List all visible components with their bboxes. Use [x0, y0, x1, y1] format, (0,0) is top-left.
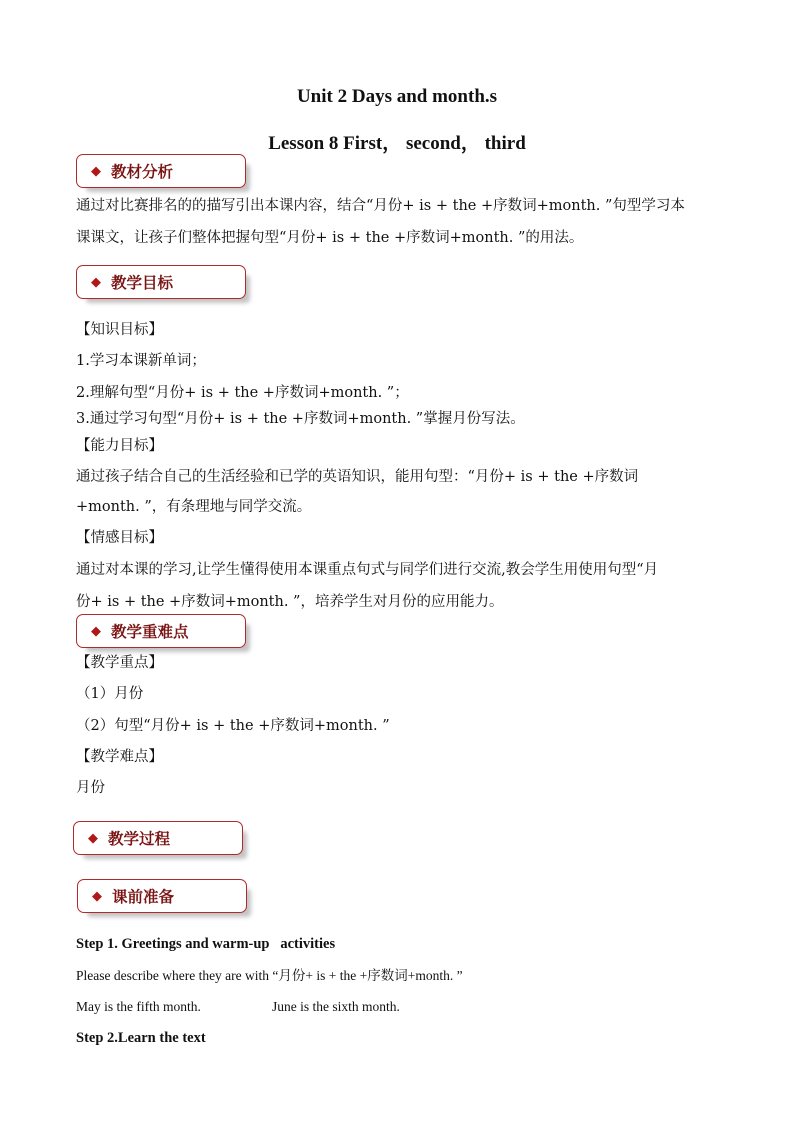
knowledge-item: 2.理解句型“月份+ is + the +序数词+month. ”； [76, 385, 409, 401]
analysis-text: 课课文，让孩子们整体把握句型“月份+ is + the +序数词+month. ”的用法。 [76, 230, 584, 246]
emotion-text: 份+ is + the +序数词+month. ”，培养学生对月份的应用能力。 [76, 594, 504, 610]
section-label: 教材分析 [111, 162, 174, 181]
focus-heading: 【教学重点】 [76, 655, 163, 671]
diamond-icon: ◆ [88, 830, 98, 846]
diamond-icon: ◆ [91, 274, 101, 290]
knowledge-heading: 【知识目标】 [76, 322, 163, 338]
step1-text: Please describe where they are with “月份+ is + the +序数词+month. ” [76, 968, 463, 983]
section-header-process [73, 821, 243, 855]
analysis-text: 通过对比赛排名的的描写引出本课内容，结合“月份+ is + the +序数词+month. ”句型学习本 [76, 198, 685, 214]
section-label: 课前准备 [112, 887, 175, 906]
knowledge-item: 3.通过学习句型“月份+ is + the +序数词+month. ”掌握月份写法。 [76, 411, 525, 427]
section-label: 教学过程 [108, 829, 171, 848]
emotion-heading: 【情感目标】 [76, 530, 163, 546]
difficulty-item: 月份 [76, 780, 105, 796]
section-label: 教学重难点 [111, 622, 189, 641]
section-header-prep [77, 879, 247, 913]
difficulty-heading: 【教学难点】 [76, 749, 163, 765]
section-header-analysis [76, 154, 246, 188]
section-header-objectives [76, 265, 246, 299]
section-label: 教学目标 [111, 273, 174, 292]
step1-example: May is the fifth month. [76, 999, 201, 1014]
step2-title: Step 2.Learn the text [76, 1030, 206, 1046]
ability-text: 通过孩子结合自己的生活经验和已学的英语知识，能用句型：“月份+ is + the +序数词 [76, 469, 639, 485]
step1-example: June is the sixth month. [272, 999, 400, 1014]
emotion-text: 通过对本课的学习,让学生懂得使用本课重点句式与同学们进行交流,教会学生用使用句型“月 [76, 562, 659, 578]
ability-heading: 【能力目标】 [76, 438, 163, 454]
step1-title: Step 1. Greetings and warm-up activities [76, 936, 336, 952]
section-header-key-points [76, 614, 246, 648]
lesson-title: Unit 2 Days and month.s [296, 86, 498, 107]
focus-item: （1）月份 [76, 686, 144, 702]
focus-item: （2）句型“月份+ is + the +序数词+month. ” [76, 718, 390, 734]
diamond-icon: ◆ [92, 888, 102, 904]
diamond-icon: ◆ [91, 163, 101, 179]
diamond-icon: ◆ [91, 623, 101, 639]
knowledge-item: 1.学习本课新单词； [76, 353, 206, 369]
ability-text: +month. ”，有条理地与同学交流。 [76, 499, 312, 515]
lesson-subtitle: Lesson 8 First， second， third [268, 133, 526, 154]
